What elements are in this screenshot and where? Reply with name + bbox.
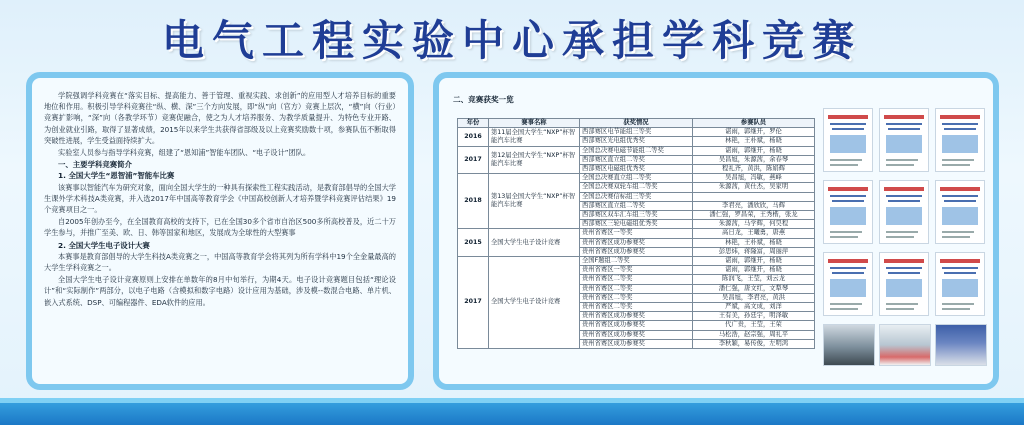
award-cell: 贵州省赛区成功参赛奖: [580, 247, 693, 256]
year-cell: 2017: [458, 146, 489, 174]
smartcar-paragraph-2: 自2005年创办至今，在全国教育高校的支持下，已在全国30多个省市自治区500多所高校普及，近二十万学生参与，并推广至美、欧、日、韩等国家和地区，发展成为全球性的大型赛事: [44, 217, 396, 238]
members-cell: 谌雨，郭继开，杨晓: [693, 266, 815, 275]
members-cell: 潘仁强，罗昌荣，王秀楷，张龙: [693, 211, 815, 220]
award-cell: 贵州省赛区成功参赛奖: [580, 321, 693, 330]
members-cell: 林艳，王朴斌，杨晓: [693, 238, 815, 247]
award-cell: 贵州省赛区二等奖: [580, 303, 693, 312]
footer-band: [0, 398, 1024, 425]
award-cell: 西部赛区直立组二等奖: [580, 155, 693, 164]
award-cell: 西部赛区电节能组三等奖: [580, 128, 693, 137]
members-cell: 谌雨，郭继开，杨晓: [693, 146, 815, 155]
event-cell: 第12届全国大学生“NXP”杯智能汽车比赛: [489, 146, 580, 174]
members-cell: 程礼齐，黄洪，陈娟辉: [693, 165, 815, 174]
event-cell: 第11届全国大学生“NXP”杯智能汽车比赛: [489, 128, 580, 146]
award-cell: 贵州省赛区成功参赛奖: [580, 339, 693, 348]
award-cell: 西部赛区光电组优秀奖: [580, 137, 693, 146]
team-paragraph: 实验室人员参与指导学科竞赛，组建了“恩知浦”智能车团队、“电子设计”团队。: [58, 148, 311, 158]
award-cell: 贵州省赛区成功参赛奖: [580, 312, 693, 321]
column-header-members: 参赛队员: [693, 119, 815, 128]
members-cell: 谌雨，郭继开，杨晓: [693, 257, 815, 266]
award-cell: 全国总决赛电磁节能组二等奖: [580, 146, 693, 155]
subheading-smartcar: 1. 全国大学生“恩智浦”智能车比赛: [58, 171, 175, 181]
award-cell: 全国总决赛信标组三等奖: [580, 192, 693, 201]
members-cell: 高日龙，王曦勇，唐燕: [693, 229, 815, 238]
team-photo: [935, 324, 987, 366]
members-cell: 彭思炜，蒋隆富，周丽萍: [693, 247, 815, 256]
certificate-image: [879, 252, 929, 316]
certificate-image: [823, 180, 873, 244]
members-cell: 陈润飞，王莹，刘云龙: [693, 275, 815, 284]
intro-panel: [26, 72, 414, 390]
certificate-image: [935, 108, 985, 172]
certificate-image: [823, 108, 873, 172]
members-cell: 潘仁强，唐文红，文犁琴: [693, 284, 815, 293]
smartcar-paragraph-1: 该赛事以智能汽车为研究对象，面向全国大学生的一种具有探索性工程实践活动，是教育部倡导的全国大学生课外学术科技A类竞赛，并入选2017年中国高等教育学会《中国高校创新人才培养暨学科竞赛评估结果》19个竞赛项目之一。: [44, 182, 396, 215]
award-cell: 西部赛区直立组二等奖: [580, 201, 693, 210]
award-cell: 全国总决赛直立组二等奖: [580, 174, 693, 183]
award-cell: 西部赛区双车汇车组三等奖: [580, 211, 693, 220]
members-cell: 李君亮，潘欣欣，马辉: [693, 201, 815, 210]
event-cell: 全国大学生电子设计竞赛: [489, 229, 580, 257]
table-row: [458, 174, 815, 183]
section-heading-1: 一、主要学科竞赛简介: [58, 160, 132, 170]
certificate-image: [879, 180, 929, 244]
award-cell: 贵州省赛区成功参赛奖: [580, 330, 693, 339]
members-cell: 李秋颖，易传俊，左明鸿: [693, 339, 815, 348]
awards-panel: [433, 72, 999, 390]
award-cell: 西部赛区电磁组优秀奖: [580, 165, 693, 174]
intro-paragraph: 学院强调学科竞赛在“落实目标、提高能力、善于管理、重视实践、求创新”的应用型人才培养目标的重要地位和作用。积极引导学科竞赛往“纵、横、深”三个方向发展，即“纵”向（官方）竞赛上层次，“横”向（行业）竞赛扩影响，“深”向（各教学环节）竞赛促融合，使之为人才培养服务、为教学质量提升、为特色专业开路、为创业就业引路，取得了显著成绩，2015年以来学生共获得省部级及以上竞赛奖励数十项，参赛队伍不断取得突破性进展，学生受益面持续扩大。: [44, 91, 396, 145]
award-cell: 贵州省赛区二等奖: [580, 293, 693, 302]
members-cell: 王有美，孙廷宇，明泽敏: [693, 312, 815, 321]
members-cell: 吴昌旭，李君亮，黄洪: [693, 293, 815, 302]
award-cell: 贵州省赛区二等奖: [580, 275, 693, 284]
members-cell: 谌雨，郭继开，罗伦: [693, 128, 815, 137]
awards-heading: 二、竞赛获奖一览: [453, 95, 514, 104]
certificate-image: [935, 180, 985, 244]
page-title: 电气工程实验中心承担学科竞赛: [161, 16, 862, 65]
award-cell: 西部赛区三轮电磁组优秀奖: [580, 220, 693, 229]
column-header-award: 获奖情况: [580, 119, 693, 128]
members-cell: 代广贵，王莹，王荣: [693, 321, 815, 330]
members-cell: 朱源茜，马学辉，何昊程: [693, 220, 815, 229]
subheading-electronic-design: 2. 全国大学生电子设计大赛: [58, 240, 150, 250]
event-cell: 第13届全国大学生“NXP”杯智能汽车比赛: [489, 174, 580, 229]
awards-table: [457, 118, 815, 349]
table-row: [458, 229, 815, 238]
award-cell: 全国F题组二等奖: [580, 257, 693, 266]
members-cell: 严斌，高文成，刘洋: [693, 303, 815, 312]
table-header-row: [458, 119, 815, 128]
column-header-event: 赛事名称: [489, 119, 580, 128]
award-cell: 贵州省赛区一等奖: [580, 229, 693, 238]
members-cell: 林艳，王朴斌，杨晓: [693, 137, 815, 146]
electronic-paragraph-2: 全国大学生电子设计竞赛原则上安排在单数年的8月中旬举行，为期4天。电子设计竞赛题目包括“理论设计”和“实际制作”两部分，以电子电路（含模拟和数字电路）设计应用为基础，涉及模--数混合电路、单片机、嵌入式系统、DSP、可编程器件、EDA软件的应用。: [44, 275, 396, 307]
certificate-image: [879, 108, 929, 172]
award-cell: 贵州省赛区一等奖: [580, 266, 693, 275]
members-cell: 马松浩，赵宗强，周礼平: [693, 330, 815, 339]
members-cell: 朱源茜，黄仕杰，吴家明: [693, 183, 815, 192]
year-cell: 2018: [458, 174, 489, 229]
award-cell: 全国总决赛双轮车组二等奖: [580, 183, 693, 192]
award-cell: 贵州省赛区成功参赛奖: [580, 238, 693, 247]
column-header-year: 年份: [458, 119, 489, 128]
year-cell: 2015: [458, 229, 489, 257]
award-cell: 贵州省赛区二等奖: [580, 284, 693, 293]
table-row: [458, 257, 815, 266]
team-photo: [879, 324, 931, 366]
event-cell: 全国大学生电子设计竞赛: [489, 257, 580, 349]
table-row: [458, 128, 815, 137]
members-cell: 吴昌旭，朱源茜，余春琴: [693, 155, 815, 164]
members-cell: [693, 192, 815, 201]
electronic-paragraph-1: 本赛事是教育部倡导的大学生科技A类竞赛之一，中国高等教育学会将其列为所有学科中19个全金量最高的大学生学科竞赛之一。: [44, 251, 396, 273]
certificate-image: [935, 252, 985, 316]
year-cell: 2016: [458, 128, 489, 146]
table-row: [458, 146, 815, 155]
team-photo: [823, 324, 875, 366]
members-cell: 吴昌旭，冯敏，燕峰: [693, 174, 815, 183]
certificate-image: [823, 252, 873, 316]
year-cell: 2017: [458, 257, 489, 349]
